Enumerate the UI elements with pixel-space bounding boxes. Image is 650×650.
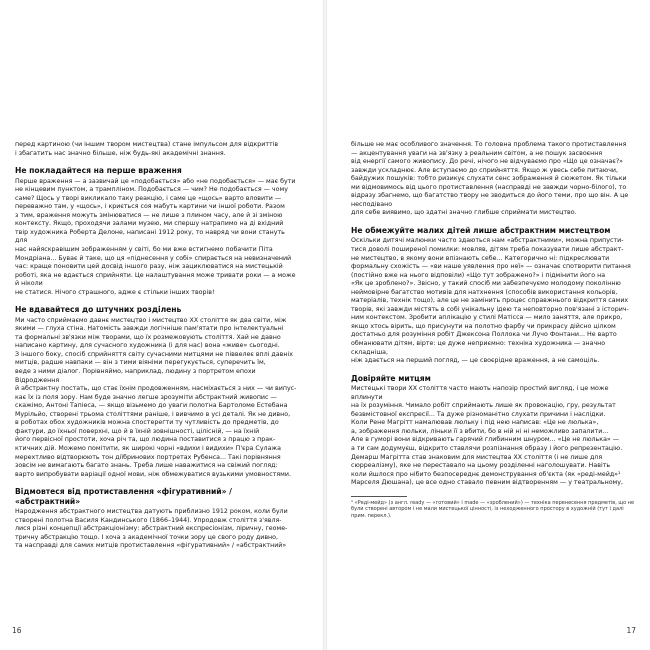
body-line: скажімо, Антоні Тапіеса, — якщо візьмемо до уваги полотна Бартоломе Естебана bbox=[15, 402, 288, 410]
footnote-divider bbox=[351, 496, 407, 497]
body-line: формальну схожість — «ви наше уявлення про неї» — означає спотворити питання bbox=[351, 263, 631, 271]
section-heading: Не покладайтеся на перше враження bbox=[15, 166, 182, 176]
section-body bbox=[15, 178, 297, 298]
body-line: Демарш Магрітта став знаковим для мистецтва XX століття (і не лише для bbox=[351, 453, 603, 461]
body-line: Мистецькі твори XX століття часто мають напозір простий вигляд, і це може вплинути bbox=[351, 385, 609, 401]
body-line: сюрреалізму), яке не переставало на цьому розділенні наголошувати. Навіть bbox=[351, 462, 611, 470]
body-line: мерехтливо відтворюють тон діїбринових портретах Рубенса... Такі порівняння bbox=[15, 453, 281, 461]
right-intro-line: — акцентування уваги на зв'язку з реальним світом, а не пошук засвоєння bbox=[351, 149, 603, 157]
body-line: лися різні концепції абстракціонізму: абстрактний експресіонізм, ліричну, геоме- bbox=[15, 525, 288, 533]
body-line: Перше враження — а зазвичай це «подобається» або «не подобається» — має бути bbox=[15, 177, 296, 185]
body-line: та формальні зв'язки між творами, що їх розмежовують століття. Хай не давно bbox=[15, 333, 281, 341]
body-line: фактури, до їхньої поверхні, що й в їхній зовнішності, цілісній, — на їхній bbox=[15, 427, 260, 435]
body-line: твір художника Роберта Делоне, написані 1912 року, то навряд чи вони стануть для bbox=[15, 228, 285, 245]
body-line: неймовірне багатство мотивів для натхнення (способів використання кольорів, bbox=[351, 288, 618, 296]
body-line: час: краще поновити цей досвід іншого разу, ніж зациклюватися на мистецькій bbox=[15, 263, 283, 271]
right-intro-line: більше не має особливого значення. То головна проблема такого протиставлення bbox=[351, 141, 627, 148]
body-line: ним контекстом. Зробити аплікацію у стилі Матісса — мило заняття, але прикро, bbox=[351, 314, 623, 322]
right-intro-paragraph bbox=[351, 141, 635, 218]
body-line: якщо хтось вірить, що присунути на полотно фарбу чи прикрасу дійсно цілком bbox=[351, 322, 616, 330]
footnote: ¹ «Реді-мейд» (з англ. ready — «готовий» і made — «зроблений») — техніка перенесення предметів, що не були створені автором і не мали мистецької цінності, із неходженного простору в художній (тут і далі прим. перекл.). bbox=[351, 499, 635, 519]
section-heading: Довіряйте митцям bbox=[351, 373, 431, 383]
body-line: не статися. Нічого страшного, адже є стільки інших творів! bbox=[15, 288, 215, 296]
page-number: 16 bbox=[12, 626, 22, 635]
body-line: обманювати дітям, вірте: це дуже неприємно: техніка художника — значно складніша, bbox=[351, 339, 606, 356]
body-line: зовсім не вимагають багато знань. Треба лише наважитися на свіжий погляд: bbox=[15, 462, 278, 470]
section-heading: Не обмежуйте малих дітей лише абстрактним мистецтвом bbox=[351, 225, 611, 235]
body-line: Народження абстрактного мистецтва датують приблизно 1912 роком, коли були bbox=[15, 508, 288, 516]
body-line: контексту. Якщо, проходячи залами музею, ми спершу натрапимо на ді вхідний bbox=[15, 220, 284, 228]
body-line: саме? Щось у творі викликало таку реакцію, і саме це «щось» варто вловити — bbox=[15, 194, 282, 202]
body-line: тричну абстракцію тощо. І хоча з академічної точки зору це свого роду дивно, bbox=[15, 533, 279, 541]
section-heading: Не вдавайтеся до штучних розділень bbox=[15, 305, 182, 315]
section-body bbox=[15, 508, 297, 551]
body-line: Мондріана... Буває й таке, що ця «піднесення у собі» спирається на невизначений bbox=[15, 254, 292, 262]
section-body bbox=[351, 385, 635, 488]
body-line: роботі, яка не вдається сприйняти. Це налаштування може тривати роки — а може й ніколи bbox=[15, 271, 296, 288]
body-line: Оскільки дитячі малюнки часто здаються нам «абстрактними», можна припусти- bbox=[351, 237, 624, 245]
right-text-column bbox=[351, 141, 635, 519]
body-line: (постійно вже на нього відповіли) «Що тут зображено?» і підмінити його на bbox=[351, 271, 606, 279]
body-line: коли йшлося про нібито безпосереднє демонстрування об'єкта (як «реді-мейд»¹ bbox=[351, 470, 621, 478]
body-line: на їх розуміння. Чимало робіт сприймають лише як провокацію, гру, результат bbox=[351, 402, 616, 410]
body-line: митців, радше навпаки — він з тими віяніми перегукується, суперечить їм, bbox=[15, 359, 266, 367]
body-line: написано картину, для сучасного художника (і для нас) вона «живе» сьогодні. bbox=[15, 342, 280, 350]
right-intro-line: байдужих пошуків: тобто ризикує слухати сенс зображення й сюжетом. Як тільки bbox=[351, 175, 627, 183]
left-intro-line: і збагатить нас значно більше, ніж будь-які академічні знання. bbox=[15, 149, 226, 157]
body-line: творів, які завжди містять в собі унікальну ідею та неповторно пов'язані з історич- bbox=[351, 305, 629, 313]
body-line: кає їх із поля зору. Нам буде значно легше зрозуміти абстрактний живопис — bbox=[15, 393, 277, 401]
left-text-column bbox=[15, 141, 297, 551]
section-body bbox=[351, 237, 635, 365]
body-line: з тим, враження можуть змінюватися — не лише з плином часу, але й зі зміною bbox=[15, 211, 283, 219]
body-line: «Як це зроблено?». Звісно, у такий спосіб ми забезпечуємо молодому поколінню bbox=[351, 280, 621, 288]
right-intro-line: ми відмовимось від цього протиставлення (насправді не завжди чорно-білого), то bbox=[351, 183, 627, 191]
section-body bbox=[15, 317, 297, 479]
body-line: веде з ними діалог. Порівняймо, наприклад, людину з портретом епохи Відродження bbox=[15, 368, 256, 384]
body-line: З іншого боку, спосіб сприйняття світу сучасними митцями не піввелеє вплі давніх bbox=[15, 350, 293, 358]
body-line: переважно там, у «щось», і криється соя мабуть картини чи іншої роботи. Разом bbox=[15, 203, 285, 211]
body-line: достатньо для розуміння робіт Джексона Поллока чи Лучо Фонтани... Не варто bbox=[351, 331, 617, 339]
body-line: тися доволі поширеної помилки: мовляв, дітям треба показувати лише абстракт- bbox=[351, 245, 624, 253]
body-line: Марселя Дюшана), це все одно ставало певним відтворенням — у театральному, bbox=[351, 479, 624, 487]
right-intro-line: завжди ускладнює. Але вступаємо до сприйняття. Якщо ж увесь себе питаючи, bbox=[351, 166, 619, 174]
body-line: Мурільйо, створені трьома століттями раніше, і вивчимо в усі деталі. Як не дивно, bbox=[15, 410, 291, 418]
body-line: варто випробувати варіації одної мови, ніж обмежуватися вузькими умовностями. bbox=[15, 470, 291, 478]
body-line: створені полотна Василя Кандинського (1866–1944). Упродовж століття з'явля- bbox=[15, 516, 282, 524]
body-line: Ми часто сприймаємо давнє мистецтво і мистецтво XX століття як два світи, між bbox=[15, 316, 287, 324]
right-intro-line: для себе виявимо, що здатні значно глибше сприймати мистецтво. bbox=[351, 209, 577, 217]
body-line: та насправді для самих митців протиставлення «фігуративний» / «абстрактний» bbox=[15, 542, 287, 550]
body-line: безвмістовної експресії... Та дуже різноманітно слухати причини і наслідки. bbox=[351, 410, 606, 418]
body-line: Коли Рене Магрітт намалював люльку і під нею написав: «Це не люлька», bbox=[351, 419, 599, 427]
right-intro-line: від енергії самого живопису. До речі, нічого не відчуваємо про «Що це означає?» bbox=[351, 158, 624, 166]
right-page bbox=[325, 0, 650, 650]
right-intro-line: відразу збагнемо, що багатство твору не зводиться до його теми, про що він. А це несподівано bbox=[351, 192, 629, 208]
left-intro-line: перед картиною (чи іншим твором мистецтва) стане імпульсом для відкриттів bbox=[15, 141, 279, 148]
body-line: й абстрактну постать, що стає їхнім продовженням, насміхається з них — чи випус- bbox=[15, 385, 297, 393]
book-spine-shadow bbox=[323, 0, 327, 650]
left-intro-paragraph bbox=[15, 141, 297, 158]
body-line: його первісної простоти, хоча річ та, що людина поставитися з працю з прак- bbox=[15, 436, 276, 444]
body-line: а, зображення люльки, ліньки її з вбити, бо в ній ні ні неможливо запалити... bbox=[351, 427, 609, 435]
body-line: не кінцевим пунктом, а трампліном. Подобається — чим? Не подобається — чому bbox=[15, 186, 288, 194]
body-line: не мистецтво, в якому вони впізнають себе... Категорично ні: підкреслювати bbox=[351, 254, 610, 262]
body-line: якими — глуха стіна. Натомість завжди логічніше пам'ятати про інтелектуальні bbox=[15, 325, 284, 333]
section-heading: Відмовтеся від протиставлення «фігуративний» / «абстрактний» bbox=[15, 487, 232, 506]
page-number: 17 bbox=[626, 626, 636, 635]
body-line: матеріалів, технік тощо), але це не замінить процес справжнього відкриття самих bbox=[351, 297, 629, 305]
body-line: ктичних дій. Можемо помітити, як широкі чорні «вдихи і видихи» П'єра Сулажа bbox=[15, 444, 281, 452]
body-line: в роботах обох художників можна спостерегти ту чутливість до предметів, до bbox=[15, 419, 279, 427]
body-line: Але в гуморі вони відкривають гарячий глибинним шнуром... «Це не люлька» — bbox=[351, 436, 620, 444]
body-line: а ти сам додумуєш, відкрито ставлячи розпізнання образу і його репрезентацію. bbox=[351, 444, 623, 452]
body-line: ніж здається на перший погляд, — це своєрідне враження, а не самоціль. bbox=[351, 357, 600, 365]
body-line: нас найяскравішим зображенням у світі, бо ми вже встигнемо побачити Піта bbox=[15, 245, 273, 253]
